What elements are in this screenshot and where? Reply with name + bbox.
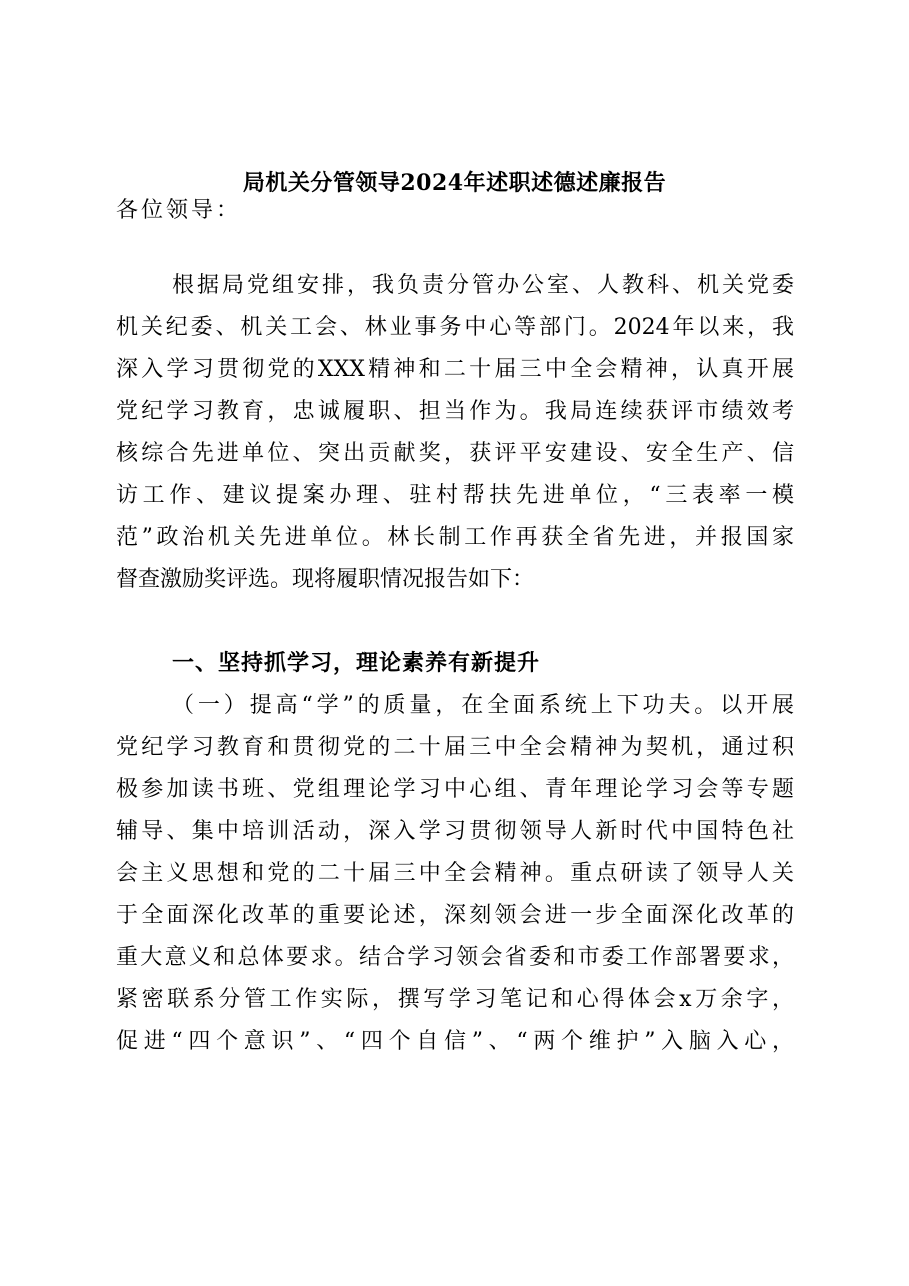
paragraph-line: 极参加读书班、党组理论学习中心组、青年理论学习会等专题	[116, 777, 794, 802]
paragraph-line: 机关纪委、机关工会、林业事务中心等部门。2024年以来，我	[116, 315, 794, 340]
paragraph-line: 督查激励奖评选。现将履职情况报告如下：	[116, 567, 535, 592]
paragraph-line: 紧密联系分管工作实际，撰写学习笔记和心得体会x万余字，	[116, 987, 794, 1012]
paragraph-line: 范”政治机关先进单位。林长制工作再获全省先进，并报国家	[116, 525, 794, 550]
paragraph-line: （一）提高“学”的质量，在全面系统上下功夫。以开展	[172, 693, 794, 718]
paragraph-line: 访工作、建议提案办理、驻村帮扶先进单位，“三表率一模	[116, 483, 794, 508]
paragraph-line: 会主义思想和党的二十届三中全会精神。重点研读了领导人关	[116, 861, 794, 886]
salutation: 各位领导：	[116, 198, 242, 223]
paragraph-line: 深入学习贯彻党的XXX精神和二十届三中全会精神，认真开展	[116, 357, 794, 382]
paragraph-line: 辅导、集中培训活动，深入学习贯彻领导人新时代中国特色社	[116, 819, 794, 844]
paragraph-line: 促进“四个意识”、“四个自信”、“两个维护”入脑入心，	[116, 1029, 794, 1054]
paragraph-line: 党纪学习教育，忠诚履职、担当作为。我局连续获评市绩效考	[116, 399, 794, 424]
paragraph-line: 党纪学习教育和贯彻党的二十届三中全会精神为契机，通过积	[116, 735, 794, 760]
document-title: 局机关分管领导2024年述职述德述廉报告	[242, 170, 667, 196]
paragraph-line: 重大意义和总体要求。结合学习领会省委和市委工作部署要求，	[116, 945, 794, 970]
section-heading-1: 一、坚持抓学习，理论素养有新提升	[172, 651, 541, 676]
paragraph-line: 于全面深化改革的重要论述，深刻领会进一步全面深化改革的	[116, 903, 794, 928]
paragraph-line: 根据局党组安排，我负责分管办公室、人教科、机关党委	[172, 273, 794, 298]
paragraph-line: 核综合先进单位、突出贡献奖，获评平安建设、安全生产、信	[116, 441, 794, 466]
